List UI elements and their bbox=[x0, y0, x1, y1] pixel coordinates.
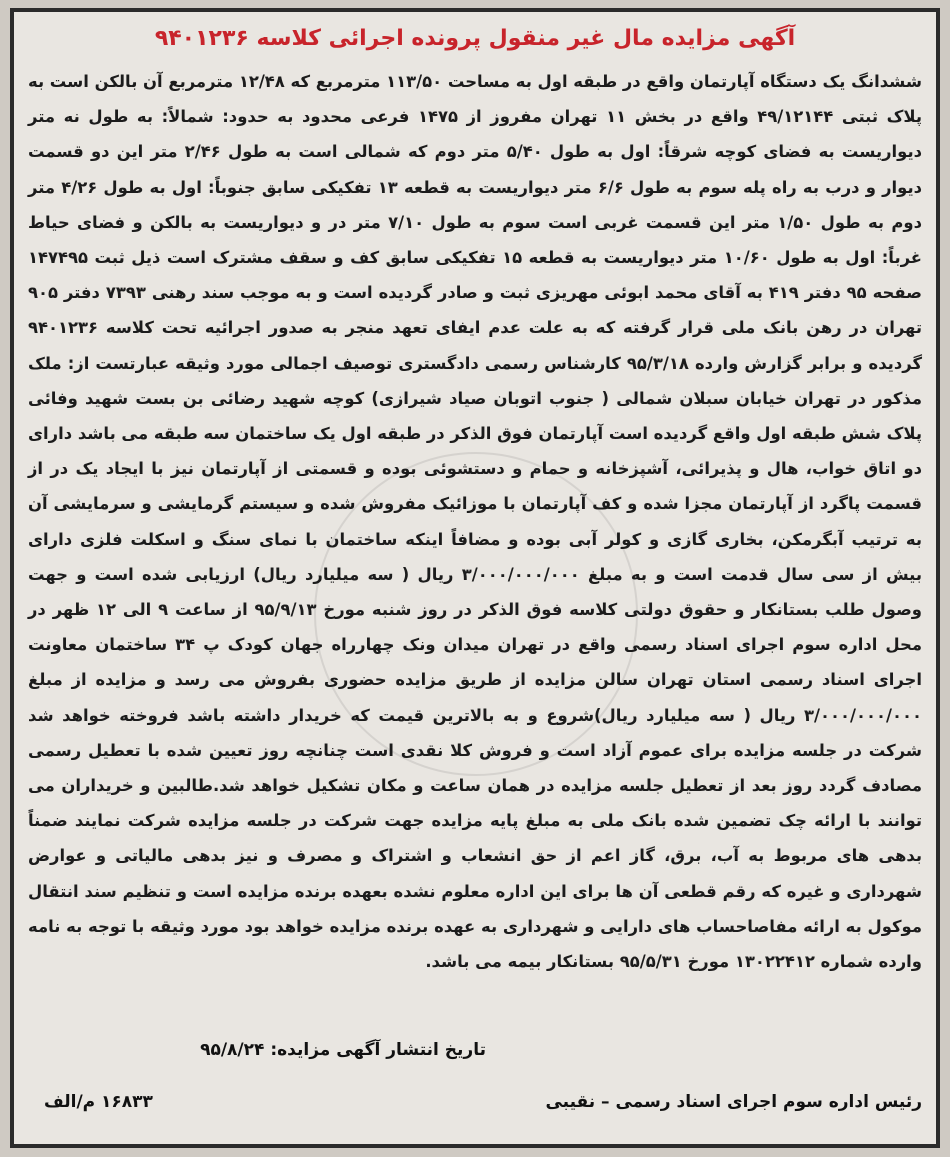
notice-body: ششدانگ یک دستگاه آپارتمان واقع در طبقه اول به مساحت ۱۱۳/۵۰ مترمربع که ۱۲/۴۸ مترمربع آن بالکن است به پلاک ثبتی ۴۹/۱۲۱۴۴ واقع در بخش ۱۱ تهران مفروز از ۱۴۷۵ فرعی محدود به حدود: شمالاً: به طول نه متر دیواریست به فضای کوچه شرقاً: اول به طول ۵/۴۰ متر دوم که شمالی است به طول ۲/۴۶ متر این دو قسمت دیوار و درب به راه پله سوم به طول ۶/۶ متر دیواریست به قطعه ۱۳ تفکیکی سابق جنوباً: اول به طول ۴/۲۶ متر دوم به طول ۱/۵۰ متر این قسمت غربی است سوم به طول ۷/۱۰ متر در و دیواریست به بالکن و فضای حیاط غرباً: اول به طول ۱۰/۶۰ متر دیواریست به قطعه ۱۵ تفکیکی سابق کف و سقف مشترک است ذیل ثبت ۱۴۷۴۹۵ صفحه ۹۵ دفتر ۴۱۹ به آقای محمد ابوئی مهریزی ثبت و صادر گردیده است و به موجب سند رهنی ۷۳۹۳ دفتر ۹۰۵ تهران در رهن بانک ملی قرار گرفته که به علت عدم ایفای تعهد منجر به صدور اجرائیه تحت کلاسه ۹۴۰۱۲۳۶ گردیده و برابر گزارش وارده ۹۵/۳/۱۸ کارشناس رسمی دادگستری توصیف اجمالی مورد وثیقه عبارتست از: ملک مذکور در تهران خیابان سبلان شمالی ( جنوب اتوبان صیاد شیرازی) کوچه شهید رضائی بن بست شهید وفائی پلاک شش طبقه اول واقع گردیده است آپارتمان فوق الذکر در طبقه اول یک ساختمان سه طبقه می باشد دارای دو اتاق خواب، هال و پذیرائی، آشپزخانه و حمام و دستشوئی بوده و قسمتی از آپارتمان نیز با ایجاد یک در از قسمت پاگرد از آپارتمان مجزا شده و کف آپارتمان با موزائیک مفروش شده و سیستم گرمایشی و سرمایشی آن به ترتیب آبگرمکن، بخاری گازی و کولر آبی بوده و مضافاً اینکه ساختمان با نمای سنگ و اسکلت فلزی دارای بیش از سی سال قدمت است و به مبلغ ۳/۰۰۰/۰۰۰/۰۰۰ ریال ( سه میلیارد ریال) ارزیابی شده است و جهت وصول طلب بستانکار و حقوق دولتی کلاسه فوق الذکر در روز شنبه مورخ ۹۵/۹/۱۳ از ساعت ۹ الی ۱۲ ظهر در محل اداره سوم اجرای اسناد رسمی واقع در تهران میدان ونک چهارراه جهان کودک پ ۳۴ ساختمان معاونت اجرای اسناد رسمی استان تهران سالن مزایده از طریق مزایده حضوری بفروش می رسد و مزایده از مبلغ ۳/۰۰۰/۰۰۰/۰۰۰ ریال ( سه میلیارد ریال)شروع و به بالاترین قیمت که خریدار داشته باشد فروخته خواهد شد شرکت در جلسه مزایده برای عموم آزاد است و فروش کلا نقدی است چنانچه روز تعیین شده با تعطیل رسمی مصادف گردد روز بعد از تعطیل جلسه مزایده در همان ساعت و مکان تشکیل خواهد شد.طالبین و خریداران می توانند با ارائه چک تضمین شده بانک ملی به مبلغ پایه مزایده جهت شرکت در جلسه مزایده شرکت نمایند ضمناً بدهی های مربوط به آب، برق، گاز اعم از حق انشعاب و اشتراک و مصرف و نیز بدهی مالیاتی و عوارض شهرداری و غیره که رقم قطعی آن ها برای این اداره معلوم نشده بعهده برنده مزایده است و تنظیم سند انتقال موکول به ارائه مفاصاحساب های دارایی و شهرداری به عهده برنده مزایده خواهد بود مورد وثیقه با توجه به نامه وارده شماره ۱۳۰۲۲۴۱۲ مورخ ۹۵/۵/۳۱ بستانکار بیمه می باشد. bbox=[28, 72, 923, 972]
publish-date: تاریخ انتشار آگهی مزایده: ۹۵/۸/۲۴ bbox=[200, 1040, 486, 1060]
reference-code: ۱۶۸۳۳ م/الف bbox=[44, 1092, 153, 1112]
signer-line: رئیس اداره سوم اجرای اسناد رسمی – نقیبی bbox=[545, 1092, 922, 1112]
notice-title: آگهی مزایده مال غیر منقول پرونده اجرائی کلاسه ۹۴۰۱۲۳۶ bbox=[154, 26, 796, 51]
notice-page bbox=[10, 8, 940, 1148]
notice-footer bbox=[44, 1092, 922, 1126]
